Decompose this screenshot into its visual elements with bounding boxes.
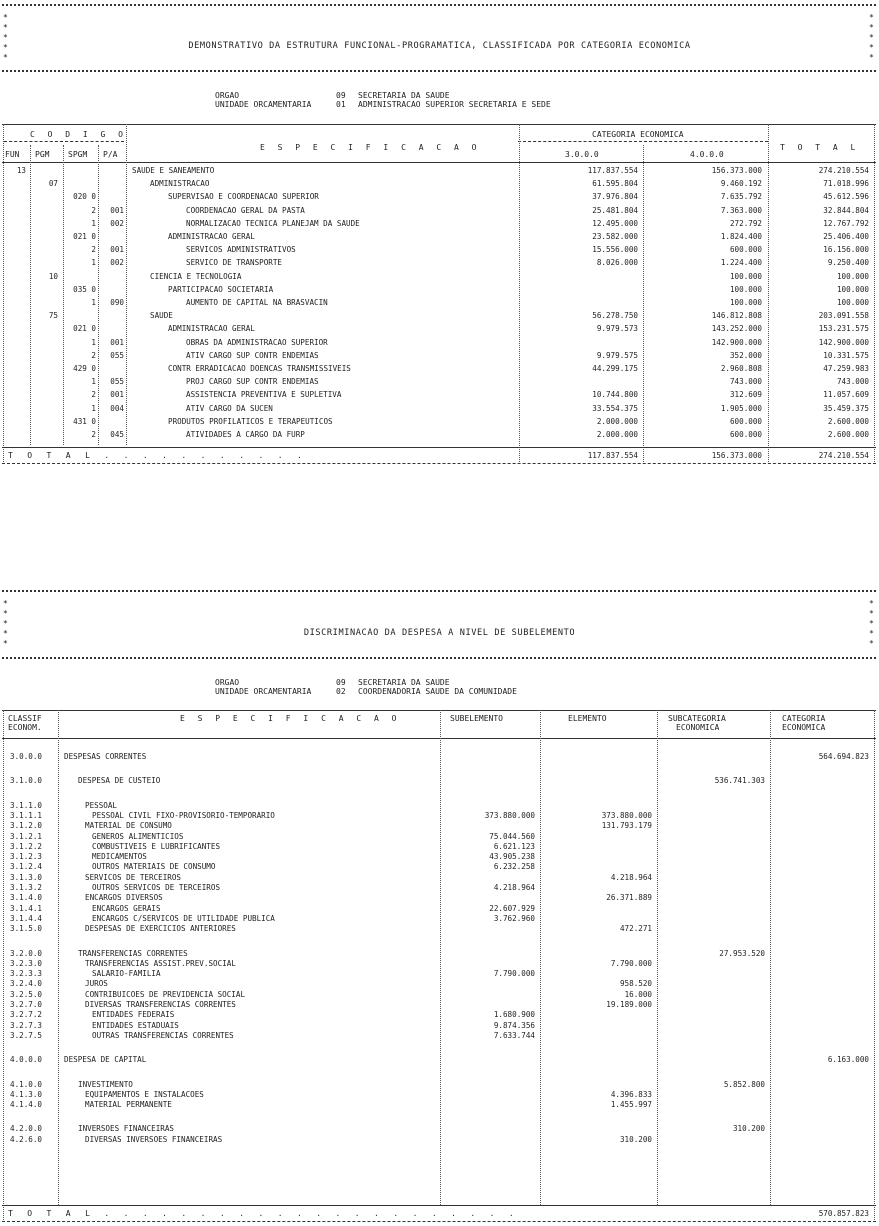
row-classif: 3.1.4.4 (10, 913, 43, 923)
row-especificacao: ENCARGOS DIVERSOS (85, 893, 163, 903)
row-especificacao: INVESTIMENTO (78, 1079, 133, 1089)
row-subelemento: 4.218.964 (493, 883, 535, 892)
row-classif: 3.1.3.0 (10, 872, 43, 882)
border-star: * (3, 609, 8, 618)
row-4000: 1.905.000 (720, 403, 762, 413)
border-star: * (3, 43, 8, 52)
row-spgm: 2 (91, 350, 96, 360)
top-border (2, 4, 876, 10)
total-bottom-rule (2, 463, 876, 464)
row-4000: 7.635.792 (720, 192, 762, 202)
top-border-2 (2, 590, 876, 596)
row-especificacao: PROJ CARGO SUP CONTR ENDEMIAS (186, 377, 319, 387)
row-total: 153.231.575 (818, 324, 869, 334)
row-especificacao: MATERIAL DE CONSUMO (85, 821, 172, 831)
row-3000: 9.979.573 (596, 324, 638, 334)
row-total: 2.600.000 (827, 416, 869, 426)
row-subelemento: 7.790.000 (493, 969, 535, 979)
column-divider (3, 710, 4, 1222)
row-total: 743.000 (836, 377, 869, 387)
col-especificacao: E S P E C I F I C A C A O (260, 143, 481, 152)
row-classif: 4.1.0.0 (10, 1079, 43, 1089)
row-subelemento: 9.874.356 (493, 1020, 535, 1030)
row-subcategoria: 536.741.303 (714, 776, 765, 786)
column-divider (770, 710, 771, 1205)
row-especificacao: SAUDE E SANEAMENTO (132, 166, 215, 175)
row-elemento: 472.271 (619, 924, 652, 934)
row-especificacao: NORMALIZACAO TECNICA PLANEJAM DA SAUDE (186, 218, 360, 228)
row-especificacao: DESPESAS CORRENTES (64, 752, 147, 761)
row-spgm: 429 0 (73, 364, 96, 373)
row-3000: 15.556.000 (592, 245, 638, 255)
row-especificacao: ATIV CARGO SUP CONTR ENDEMIAS (186, 350, 319, 360)
orgao-code: 09 (336, 91, 346, 100)
row-spgm: 020 0 (73, 192, 96, 202)
report1-title: DEMONSTRATIVO DA ESTRUTURA FUNCIONAL-PROGRAMATICA, CLASSIFICADA POR CATEGORIA ECONOMICA (188, 41, 691, 51)
row-elemento: 958.520 (619, 979, 652, 989)
row-spgm: 021 0 (73, 324, 96, 334)
row-classif: 3.1.1.0 (10, 800, 43, 810)
header-mid-rule (4, 141, 124, 142)
col-categoria-3: ECONOMICA (782, 723, 826, 732)
row-elemento: 131.793.179 (601, 821, 652, 831)
row-total: 71.018.996 (823, 179, 869, 189)
row-subelemento: 3.762.960 (493, 913, 535, 923)
row-especificacao: CONTRIBUICOES DE PREVIDENCIA SOCIAL (85, 989, 246, 999)
border-star: * (869, 619, 874, 628)
border-star: * (869, 599, 874, 608)
col-especificacao-2: E S P E C I F I C A C A O (180, 714, 401, 723)
row-especificacao: PARTICIPACAO SOCIETARIA (168, 284, 274, 294)
row-3000: 61.595.804 (592, 179, 638, 189)
col-total: T O T A L (780, 143, 860, 152)
row-subcategoria: 5.852.800 (723, 1079, 765, 1089)
row-especificacao: ATIV CARGO DA SUCEN (186, 403, 273, 413)
row-elemento: 4.218.964 (610, 872, 652, 882)
col-pgm: PGM (35, 150, 50, 159)
col-econom: ECONOM. (8, 723, 42, 732)
row-classif: 3.2.5.0 (10, 989, 43, 999)
row-elemento: 4.396.833 (610, 1089, 652, 1099)
row-especificacao: COORDENACAO GERAL DA PASTA (186, 205, 305, 215)
row-especificacao: ENTIDADES ESTADUAIS (92, 1020, 179, 1030)
border-star: * (3, 599, 8, 608)
row-3000: 10.744.800 (592, 390, 638, 400)
row-total: 203.091.558 (818, 311, 869, 321)
row-pa: 055 (110, 377, 124, 387)
row-spgm: 1 (91, 218, 96, 228)
row-especificacao: COMBUSTIVEIS E LUBRIFICANTES (92, 841, 221, 851)
row-especificacao: AUMENTO DE CAPITAL NA BRASVACIN (186, 298, 328, 307)
total-top-rule (2, 447, 876, 448)
row-4000: 1.224.400 (720, 258, 762, 268)
row-subelemento: 7.633.744 (493, 1030, 535, 1040)
total-total: 274.210.554 (818, 451, 869, 460)
row-pa: 002 (110, 218, 124, 228)
row-classif: 3.1.2.4 (10, 862, 43, 872)
row-especificacao: DIVERSAS INVERSOES FINANCEIRAS (85, 1134, 223, 1144)
row-classif: 3.2.7.3 (10, 1020, 43, 1030)
row-classif: 4.0.0.0 (10, 1055, 43, 1065)
row-classif: 3.0.0.0 (10, 752, 43, 761)
col-categoria-2: CATEGORIA (782, 714, 826, 723)
header-bottom-rule (2, 162, 876, 163)
row-3000: 44.299.175 (592, 364, 638, 373)
row-especificacao: CIENCIA E TECNOLOGIA (150, 271, 242, 281)
row-classif: 3.2.4.0 (10, 979, 43, 989)
row-subelemento: 6.621.123 (493, 841, 535, 851)
col-4000: 4.0.0.0 (690, 150, 724, 159)
table2-header-rule (2, 738, 876, 739)
row-4000: 156.373.000 (711, 166, 762, 175)
border-star: * (3, 629, 8, 638)
border-star: * (3, 53, 8, 62)
row-classif: 3.1.5.0 (10, 924, 43, 934)
row-especificacao: ADMINISTRACAO (150, 179, 210, 189)
row-elemento: 16.000 (624, 989, 652, 999)
column-divider (3, 124, 4, 462)
col-codigo: C O D I G O (30, 130, 127, 139)
row-total: 274.210.554 (818, 166, 869, 175)
column-divider (440, 710, 441, 1205)
row-elemento: 310.200 (619, 1134, 652, 1144)
row-3000: 2.000.000 (596, 430, 638, 439)
row-especificacao: MATERIAL PERMANENTE (85, 1100, 172, 1110)
row-3000: 9.979.575 (596, 350, 638, 360)
border-star: * (869, 43, 874, 52)
row-4000: 142.900.000 (711, 337, 762, 347)
row-categoria: 564.694.823 (818, 752, 869, 761)
row-especificacao: SALARIO-FAMILIA (92, 969, 161, 979)
row-total: 45.612.596 (823, 192, 869, 202)
row-3000: 23.582.000 (592, 232, 638, 241)
orgao-label: ORGAO (215, 91, 240, 100)
row-elemento: 1.455.997 (610, 1100, 652, 1110)
row-classif: 3.2.7.5 (10, 1030, 43, 1040)
row-classif: 4.1.4.0 (10, 1100, 43, 1110)
row-spgm: 1 (91, 258, 96, 268)
col-subcategoria: SUBCATEGORIA (668, 714, 726, 723)
row-pa: 001 (110, 205, 124, 215)
row-spgm: 1 (91, 377, 96, 387)
title-bottom-border-2 (2, 657, 876, 663)
row-total: 16.156.000 (823, 245, 869, 255)
orgao-code-2: 09 (336, 678, 346, 687)
row-especificacao: MEDICAMENTOS (92, 852, 147, 862)
unidade-name-2: COORDENADORIA SAUDE DA COMUNIDADE (358, 687, 517, 696)
row-pa: 001 (110, 245, 124, 255)
row-especificacao: SUPERVISAO E COORDENACAO SUPERIOR (168, 192, 319, 202)
total-4000: 156.373.000 (711, 451, 762, 460)
table2-top-rule (2, 710, 876, 711)
row-classif: 3.1.4.1 (10, 903, 43, 913)
row-classif: 3.1.2.0 (10, 821, 43, 831)
total-label: T O T A L . . . . . . . . . . . (8, 451, 302, 460)
row-total: 11.057.609 (823, 390, 869, 400)
orgao-name: SECRETARIA DA SAUDE (358, 91, 450, 100)
row-classif: 3.2.3.3 (10, 969, 43, 979)
row-4000: 312.609 (729, 390, 762, 400)
col-subelemento: SUBELEMENTO (450, 714, 503, 723)
row-subcategoria: 310.200 (732, 1124, 765, 1134)
report2-title: DISCRIMINACAO DA DESPESA A NIVEL DE SUBELEMENTO (303, 628, 576, 638)
column-divider (58, 710, 59, 1205)
row-classif: 4.2.6.0 (10, 1134, 43, 1144)
row-subelemento: 75.044.560 (489, 831, 535, 841)
row-total: 10.331.575 (823, 350, 869, 360)
row-total: 100.000 (836, 271, 869, 281)
row-especificacao: ENCARGOS C/SERVICOS DE UTILIDADE PUBLICA (92, 913, 275, 923)
col-subcategoria-2: ECONOMICA (676, 723, 720, 732)
row-pa: 055 (110, 350, 124, 360)
row-4000: 600.000 (729, 416, 762, 426)
unidade-name: ADMINISTRACAO SUPERIOR SECRETARIA E SEDE (358, 100, 551, 109)
row-especificacao: PRODUTOS PROFILATICOS E TERAPEUTICOS (168, 416, 333, 426)
border-star: * (869, 609, 874, 618)
row-especificacao: TRANSFERENCIAS ASSIST.PREV.SOCIAL (85, 958, 236, 968)
row-spgm: 2 (91, 205, 96, 215)
row-categoria: 6.163.000 (827, 1055, 869, 1065)
row-pa: 090 (110, 298, 124, 307)
border-star: * (3, 33, 8, 42)
row-especificacao: SERVICO DE TRANSPORTE (186, 258, 283, 268)
row-especificacao: OUTROS MATERIAIS DE CONSUMO (92, 862, 216, 872)
row-especificacao: DESPESA DE CAPITAL (64, 1055, 147, 1065)
column-divider (874, 710, 875, 1222)
row-4000: 1.824.400 (720, 232, 762, 241)
total-3000: 117.837.554 (587, 451, 638, 460)
column-divider (98, 145, 99, 445)
row-classif: 3.2.7.2 (10, 1010, 43, 1020)
row-especificacao: DIVERSAS TRANSFERENCIAS CORRENTES (85, 1000, 236, 1009)
row-especificacao: CONTR ERRADICACAO DOENCAS TRANSMISSIVEIS (168, 364, 351, 373)
row-especificacao: PESSOAL (85, 800, 118, 810)
row-subelemento: 6.232.258 (493, 862, 535, 872)
row-especificacao: EQUIPAMENTOS E INSTALACOES (85, 1089, 204, 1099)
row-especificacao: OUTRAS TRANSFERENCIAS CORRENTES (92, 1030, 234, 1040)
row-total: 142.900.000 (818, 337, 869, 347)
column-divider (126, 124, 127, 445)
column-divider (874, 124, 875, 462)
row-especificacao: SERVICOS ADMINISTRATIVOS (186, 245, 296, 255)
row-especificacao: INVERSOES FINANCEIRAS (78, 1124, 175, 1134)
col-categoria: CATEGORIA ECONOMICA (592, 130, 684, 139)
row-especificacao: OBRAS DA ADMINISTRACAO SUPERIOR (186, 337, 328, 347)
col-pa: P/A (103, 150, 118, 159)
col-3000: 3.0.0.0 (565, 150, 599, 159)
row-classif: 3.2.3.0 (10, 958, 43, 968)
row-4000: 600.000 (729, 245, 762, 255)
row-elemento: 373.880.000 (601, 810, 652, 820)
col-spgm: SPGM (68, 150, 88, 159)
row-4000: 600.000 (729, 430, 762, 439)
row-fun: 13 (16, 166, 26, 175)
row-especificacao: SERVICOS DE TERCEIROS (85, 872, 182, 882)
row-spgm: 021 0 (73, 232, 96, 241)
total2-bottom-rule (2, 1221, 876, 1222)
row-3000: 2.000.000 (596, 416, 638, 426)
row-especificacao: JUROS (85, 979, 108, 989)
border-star: * (869, 639, 874, 648)
row-especificacao: ASSISTENCIA PREVENTIVA E SUPLETIVA (186, 390, 342, 400)
row-3000: 8.026.000 (596, 258, 638, 268)
total2-value: 570.857.823 (818, 1209, 869, 1218)
row-4000: 100.000 (729, 284, 762, 294)
row-elemento: 26.371.889 (606, 893, 652, 903)
row-spgm: 2 (91, 390, 96, 400)
row-pa: 001 (110, 390, 124, 400)
row-subelemento: 1.680.900 (493, 1010, 535, 1020)
row-3000: 12.495.000 (592, 218, 638, 228)
row-especificacao: ATIVIDADES A CARGO DA FURP (186, 430, 305, 439)
border-star: * (3, 13, 8, 22)
column-divider (30, 145, 31, 445)
row-classif: 3.1.2.1 (10, 831, 43, 841)
row-total: 100.000 (836, 284, 869, 294)
row-4000: 100.000 (729, 298, 762, 307)
row-especificacao: SAUDE (150, 311, 173, 321)
col-classif: CLASSIF (8, 714, 42, 723)
row-spgm: 1 (91, 298, 96, 307)
header-mid-rule (518, 141, 768, 142)
row-especificacao: DESPESA DE CUSTEIO (78, 776, 161, 786)
row-total: 25.406.400 (823, 232, 869, 241)
row-classif: 3.1.3.2 (10, 883, 43, 892)
row-especificacao: GENEROS ALIMENTICIOS (92, 831, 184, 841)
border-star: * (869, 13, 874, 22)
row-total: 35.459.375 (823, 403, 869, 413)
row-pgm: 75 (48, 311, 58, 321)
row-total: 47.259.983 (823, 364, 869, 373)
row-pa: 045 (110, 430, 124, 439)
orgao-label-2: ORGAO (215, 678, 240, 687)
border-star: * (3, 639, 8, 648)
row-spgm: 2 (91, 430, 96, 439)
border-star: * (3, 23, 8, 32)
row-4000: 146.812.808 (711, 311, 762, 321)
row-3000: 37.976.804 (592, 192, 638, 202)
row-classif: 3.2.7.0 (10, 1000, 43, 1009)
unidade-label: UNIDADE ORCAMENTARIA (215, 100, 312, 109)
row-subelemento: 373.880.000 (484, 810, 535, 820)
row-pa: 002 (110, 258, 124, 268)
row-especificacao: ENTIDADES FEDERAIS (92, 1010, 175, 1020)
unidade-label-2: UNIDADE ORCAMENTARIA (215, 687, 312, 696)
table-top-rule (2, 124, 876, 125)
row-4000: 9.460.192 (720, 179, 762, 189)
row-classif: 3.2.0.0 (10, 948, 43, 958)
row-subelemento: 43.905.238 (489, 852, 535, 862)
row-pgm: 07 (48, 179, 58, 189)
border-star: * (869, 53, 874, 62)
row-3000: 33.554.375 (592, 403, 638, 413)
row-pa: 001 (110, 337, 124, 347)
row-classif: 3.1.2.3 (10, 852, 43, 862)
row-elemento: 7.790.000 (610, 958, 652, 968)
row-spgm: 1 (91, 337, 96, 347)
total2-label: T O T A L . . . . . . . . . . . . . . . . . . . . . . (8, 1209, 514, 1218)
row-classif: 4.2.0.0 (10, 1124, 43, 1134)
row-3000: 56.278.750 (592, 311, 638, 321)
col-elemento: ELEMENTO (568, 714, 607, 723)
row-especificacao: PESSOAL CIVIL FIXO-PROVISORIO-TEMPORARIO (92, 810, 275, 820)
row-total: 9.250.400 (827, 258, 869, 268)
border-star: * (869, 23, 874, 32)
column-divider (63, 145, 64, 445)
row-especificacao: TRANSFERENCIAS CORRENTES (78, 948, 188, 958)
row-total: 32.844.804 (823, 205, 869, 215)
orgao-name-2: SECRETARIA DA SAUDE (358, 678, 450, 687)
row-classif: 3.1.0.0 (10, 776, 43, 786)
row-especificacao: OUTROS SERVICOS DE TERCEIROS (92, 883, 221, 892)
row-especificacao: ADMINISTRACAO GERAL (168, 232, 255, 241)
row-pgm: 10 (48, 271, 58, 281)
row-classif: 3.1.4.0 (10, 893, 43, 903)
col-fun: FUN (5, 150, 20, 159)
row-classif: 4.1.3.0 (10, 1089, 43, 1099)
row-total: 12.767.792 (823, 218, 869, 228)
row-4000: 2.960.808 (720, 364, 762, 373)
row-especificacao: ENCARGOS GERAIS (92, 903, 161, 913)
row-especificacao: ADMINISTRACAO GERAL (168, 324, 255, 334)
row-3000: 25.481.804 (592, 205, 638, 215)
row-4000: 100.000 (729, 271, 762, 281)
total2-top-rule (2, 1205, 876, 1206)
border-star: * (869, 629, 874, 638)
row-elemento: 19.189.000 (606, 1000, 652, 1009)
row-total: 100.000 (836, 298, 869, 307)
row-total: 2.600.000 (827, 430, 869, 439)
row-spgm: 431 0 (73, 416, 96, 426)
title-bottom-border (2, 70, 876, 76)
row-classif: 3.1.2.2 (10, 841, 43, 851)
row-4000: 7.363.000 (720, 205, 762, 215)
unidade-code: 01 (336, 100, 346, 109)
row-classif: 3.1.1.1 (10, 810, 43, 820)
row-spgm: 1 (91, 403, 96, 413)
row-subcategoria: 27.953.520 (719, 948, 765, 958)
row-subelemento: 22.607.929 (489, 903, 535, 913)
border-star: * (869, 33, 874, 42)
row-4000: 272.792 (729, 218, 762, 228)
column-divider (540, 710, 541, 1205)
row-4000: 143.252.000 (711, 324, 762, 334)
row-pa: 004 (110, 403, 124, 413)
row-4000: 743.000 (729, 377, 762, 387)
row-spgm: 2 (91, 245, 96, 255)
unidade-code-2: 02 (336, 687, 346, 696)
row-especificacao: DESPESAS DE EXERCICIOS ANTERIORES (85, 924, 236, 934)
row-3000: 117.837.554 (587, 166, 638, 175)
border-star: * (3, 619, 8, 628)
row-spgm: 035 0 (73, 284, 96, 294)
row-4000: 352.000 (729, 350, 762, 360)
